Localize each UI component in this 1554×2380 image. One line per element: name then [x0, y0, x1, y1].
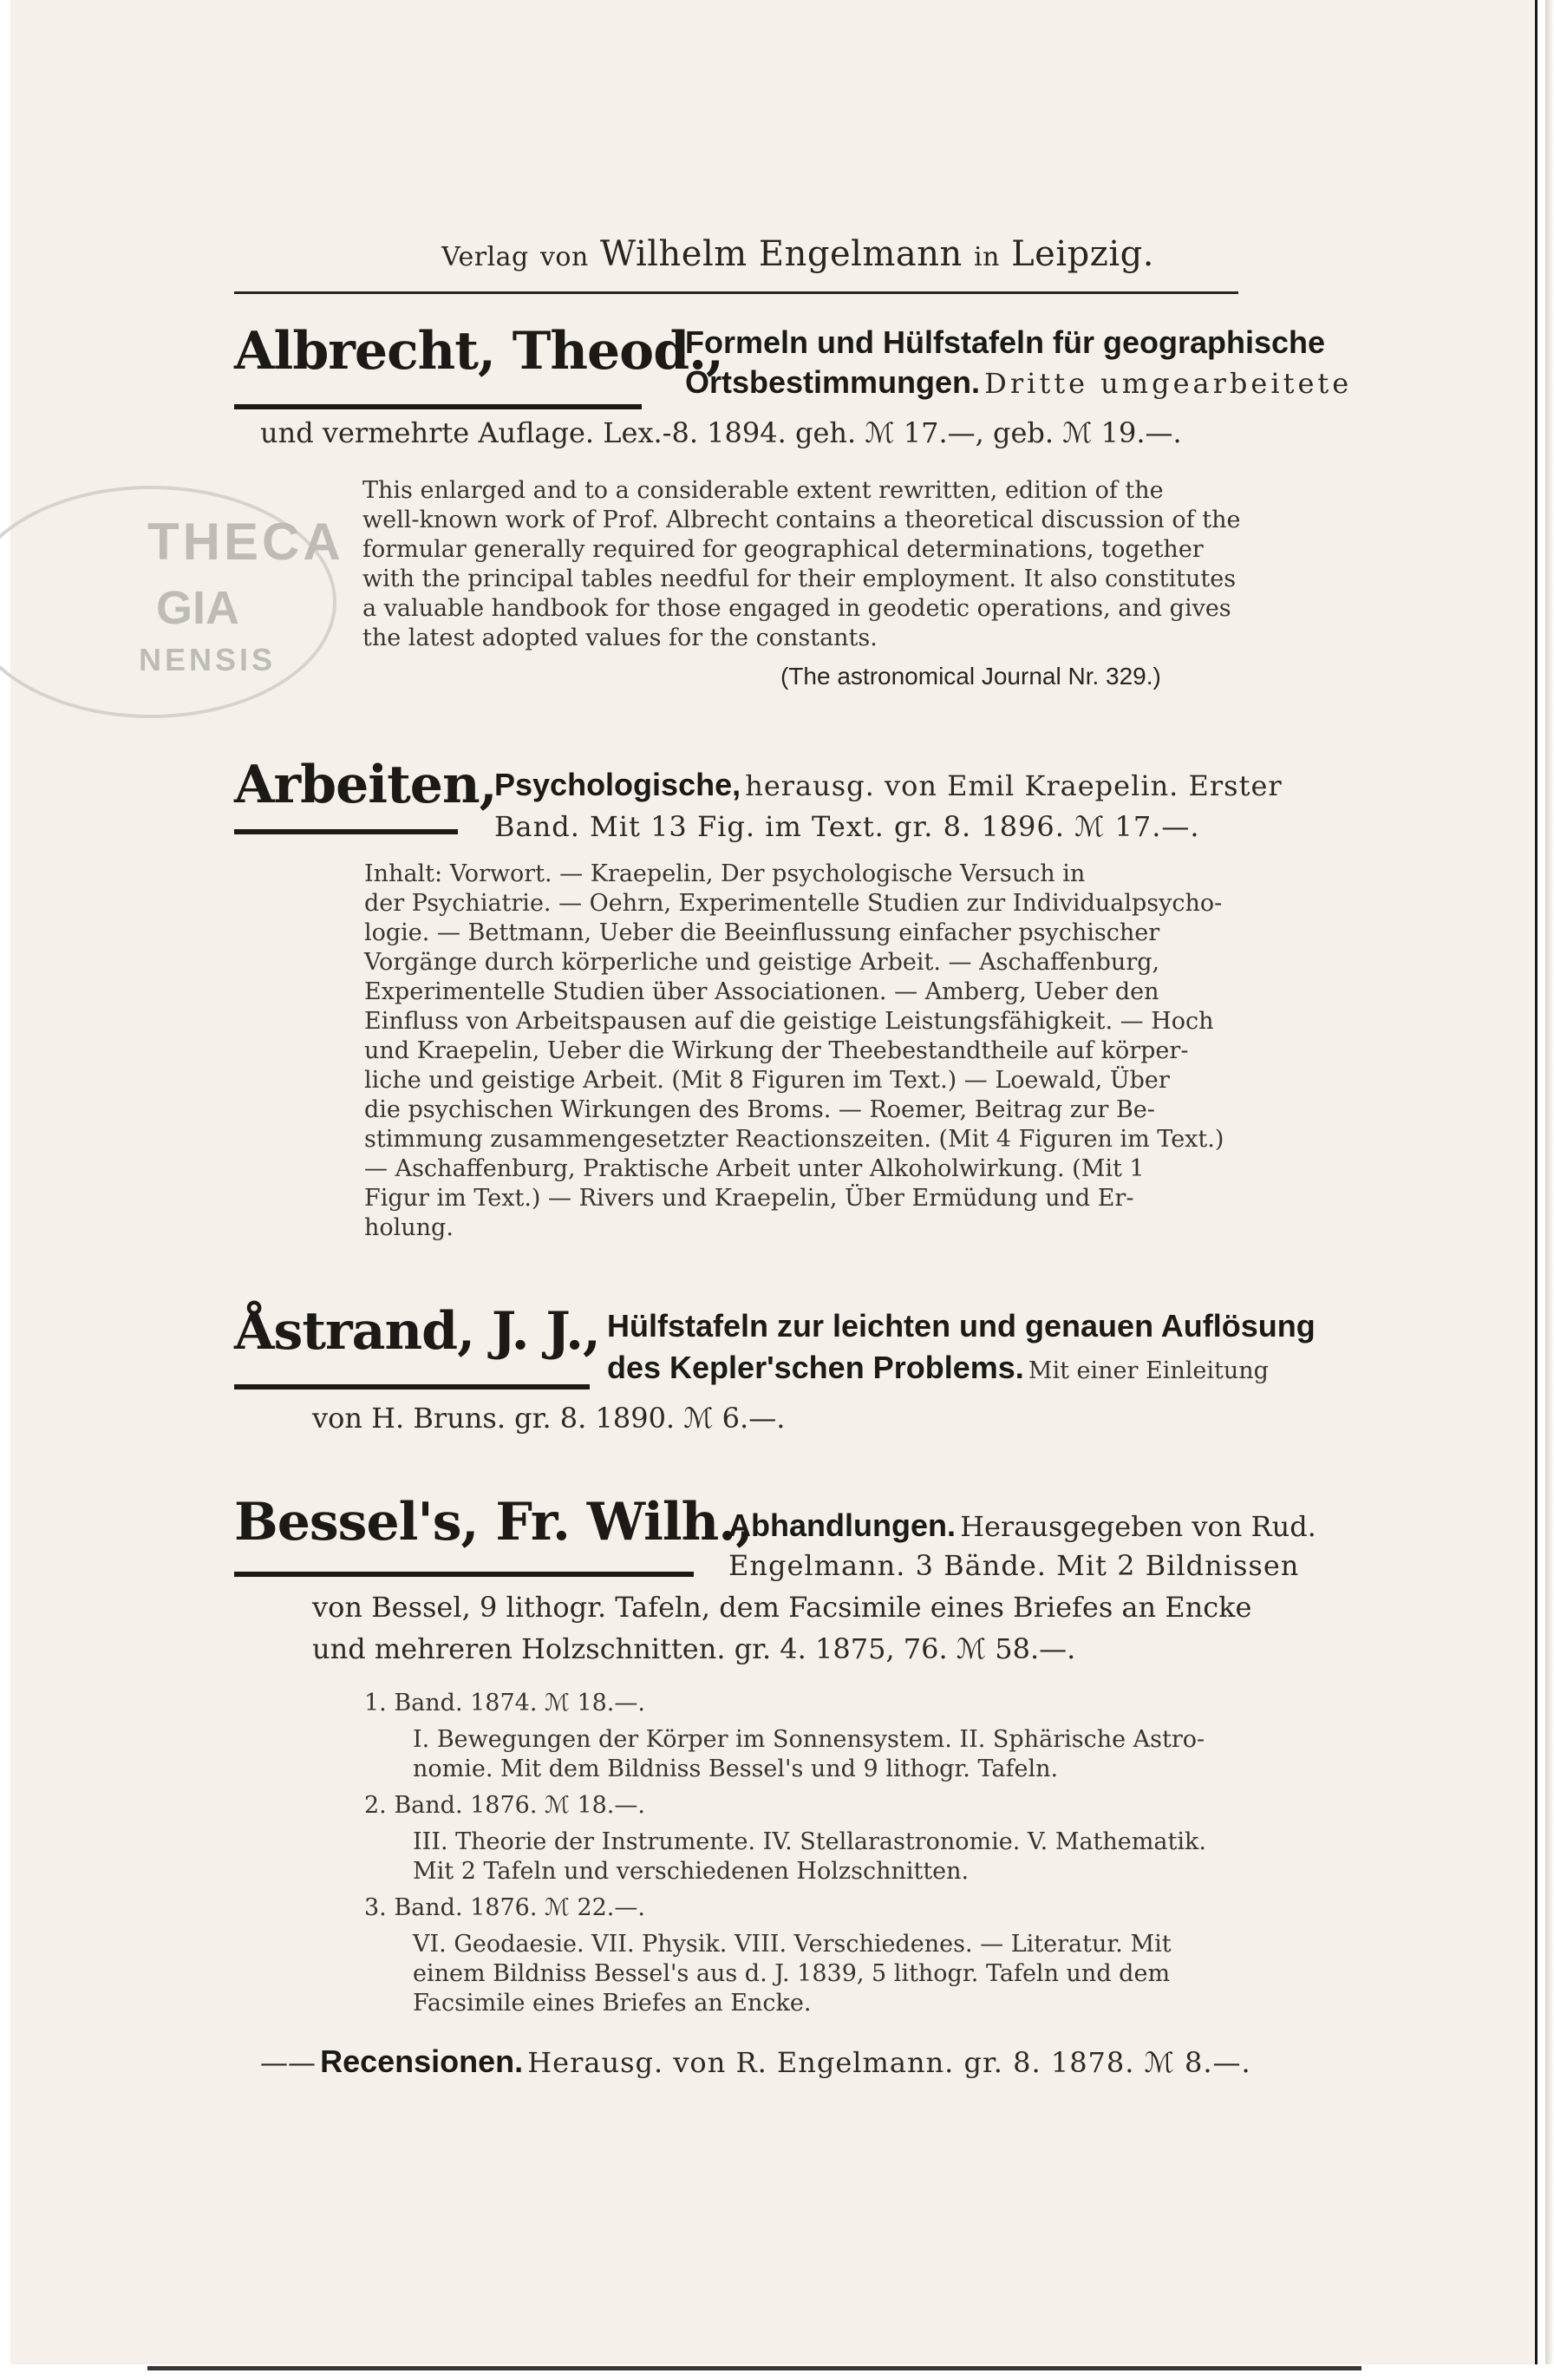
book-title-part: Ortsbestimmungen. [685, 364, 981, 400]
contents-line: und Kraepelin, Ueber die Wirkung der Theebestandtheile auf körper- [364, 1037, 1189, 1064]
contents-line: Einfluss von Arbeitspausen auf die geistige Leistungsfähigkeit. — Hoch [364, 1008, 1214, 1035]
volume-line: nomie. Mit dem Bildniss Bessel's und 9 lithogr. Tafeln. [413, 1756, 1059, 1782]
edition-details: und vermehrte Auflage. Lex.-8. 1894. geh. ℳ 17.—, geb. ℳ 19.—. [260, 416, 1182, 449]
contents-line: Figur im Text.) — Rivers und Kraepelin, Über Ermüdung und Er- [364, 1185, 1134, 1212]
contents-line: der Psychiatrie. — Oehrn, Experimentelle Studien zur Individualpsycho- [364, 890, 1223, 917]
volume-line: III. Theorie der Instrumente. IV. Stellarastronomie. V. Mathematik. [413, 1828, 1206, 1855]
name-underline [234, 1572, 694, 1577]
stamp-text-3: NENSIS [139, 642, 277, 677]
author-name: Åstrand, J. J., [234, 1301, 600, 1362]
header-city: Leipzig. [1011, 234, 1154, 274]
contents-line: logie. — Bettmann, Ueber die Beeinflussung einfacher psychischer [364, 919, 1160, 946]
author-name: Bessel's, Fr. Wilh., [234, 1492, 754, 1553]
contents-line: stimmung zusammengesetzter Reactionszeiten. (Mit 4 Figuren im Text.) [364, 1126, 1224, 1153]
recensionen-details: Herausg. von R. Engelmann. gr. 8. 1878. ℳ 8.—. [527, 2046, 1251, 2079]
stamp-text-1: THECA [147, 513, 344, 571]
review-line: with the principal tables needful for their employment. It also constitutes [362, 566, 1237, 592]
author-name: Albrecht, Theod., [234, 321, 723, 382]
volume-heading: 1. Band. 1874. ℳ 18.—. [364, 1690, 645, 1716]
contents-line: Vorgänge durch körperliche und geistige Arbeit. — Aschaffenburg, [364, 949, 1160, 976]
contents-line: Experimentelle Studien über Associationen. — Amberg, Ueber den [364, 978, 1159, 1005]
library-stamp [17, 486, 344, 711]
volume-line: Mit 2 Tafeln und verschiedenen Holzschnitten. [413, 1858, 970, 1885]
book-details: Engelmann. 3 Bände. Mit 2 Bildnissen [728, 1549, 1300, 1582]
bottom-strip [0, 2364, 1554, 2380]
recensionen-title: Recensionen. [320, 2043, 524, 2079]
stamp-text-2: GIA [156, 582, 240, 634]
contents-line: — Aschaffenburg, Praktische Arbeit unter Alkoholwirkung. (Mit 1 [364, 1155, 1145, 1182]
volume-line: VI. Geodaesie. VII. Physik. VIII. Verschiedenes. — Literatur. Mit [413, 1931, 1172, 1958]
author-name: Arbeiten, [234, 755, 497, 815]
publisher-header [234, 234, 1361, 274]
review-line: the latest adopted values for the constants. [362, 624, 878, 651]
review-line: well-known work of Prof. Albrecht contains a theoretical discussion of the [362, 507, 1241, 533]
header-publisher: Wilhelm Engelmann [600, 234, 963, 274]
book-title: Psychologische, [494, 767, 741, 802]
recensionen-line [260, 2043, 1251, 2080]
introduction-note: Mit einer Einleitung [1028, 1357, 1269, 1384]
book-title-part: des Kepler'schen Problems. [607, 1350, 1024, 1385]
edition-details: von H. Bruns. gr. 8. 1890. ℳ 6.—. [312, 1402, 786, 1435]
header-in: in [973, 242, 1000, 272]
contents-line: holung. [364, 1214, 454, 1241]
book-title-line2 [685, 364, 1352, 401]
review-line: formular generally required for geographical determinations, together [362, 536, 1204, 563]
volume-line: einem Bildniss Bessel's aus d. J. 1839, 5 lithogr. Tafeln und dem [413, 1960, 1171, 1987]
volume-line: I. Bewegungen der Körper im Sonnensystem. II. Sphärische Astro- [413, 1726, 1205, 1753]
name-underline [234, 829, 458, 834]
editor: Herausgegeben von Rud. [960, 1510, 1316, 1543]
book-title: Hülfstafeln zur leichten und genauen Auflösung [607, 1308, 1316, 1344]
volume-line: Facsimile eines Briefes an Encke. [413, 1990, 812, 2017]
review-line: This enlarged and to a considerable extent rewritten, edition of the [362, 477, 1164, 504]
book-title-line1 [728, 1507, 1316, 1544]
header-rule [234, 291, 1238, 294]
dash: —— [260, 2046, 316, 2079]
editor: herausg. von Emil Kraepelin. Erster [745, 769, 1283, 802]
volume-heading: 3. Band. 1876. ℳ 22.—. [364, 1894, 645, 1921]
name-underline [234, 1384, 590, 1389]
review-source: (The astronomical Journal Nr. 329.) [780, 663, 1161, 690]
name-underline [234, 404, 642, 409]
book-details: und mehreren Holzschnitten. gr. 4. 1875, 76. ℳ 58.—. [312, 1632, 1076, 1665]
book-title: Formeln und Hülfstafeln für geographische [685, 324, 1326, 360]
page-edge [1545, 0, 1554, 2380]
book-details: Band. Mit 13 Fig. im Text. gr. 8. 1896. ℳ 17.—. [494, 810, 1200, 843]
contents-line: liche und geistige Arbeit. (Mit 8 Figuren im Text.) — Loewald, Über [364, 1067, 1170, 1094]
contents-line: die psychischen Wirkungen des Broms. — Roemer, Beitrag zur Be- [364, 1096, 1155, 1123]
book-title: Abhandlungen. [728, 1507, 956, 1543]
contents-line: Inhalt: Vorwort. — Kraepelin, Der psychologische Versuch in [364, 860, 1086, 887]
book-title-line1 [494, 767, 1283, 803]
review-line: a valuable handbook for those engaged in geodetic operations, and gives [362, 595, 1231, 622]
header-verlag: Verlag [441, 242, 529, 272]
volume-heading: 2. Band. 1876. ℳ 18.—. [364, 1792, 645, 1819]
header-von: von [539, 242, 589, 272]
bottom-rule [147, 2366, 1361, 2370]
book-details: von Bessel, 9 lithogr. Tafeln, dem Facsimile eines Briefes an Encke [312, 1591, 1252, 1624]
book-title-line2 [607, 1350, 1269, 1386]
edition: Dritte umgearbeitete [984, 367, 1353, 400]
